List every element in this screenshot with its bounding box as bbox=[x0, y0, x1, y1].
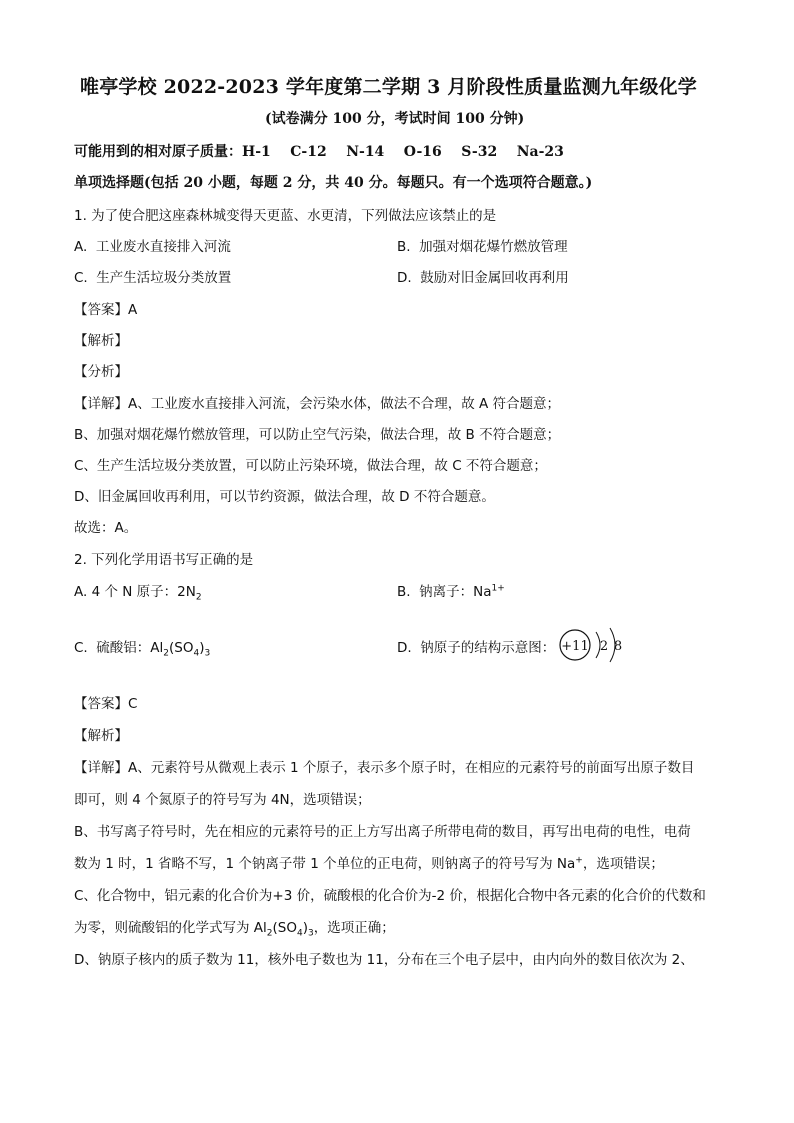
q2-detail-d1: D、钠原子核内的质子数为 11，核外电子数也为 11，分布在三个电子层中，由内向外的数目依次为 2、 bbox=[74, 952, 694, 968]
q2-detail-c2: 为零，则硫酸铝的化学式写为 $Al_2(SO_4)_3$，选项正确； bbox=[74, 920, 395, 939]
exam-title: 唯亭学校 2022-2023 学年度第二学期 3 月阶段性质量监测九年级化学 bbox=[80, 76, 697, 98]
q1-choose: 故选：A。 bbox=[74, 520, 138, 536]
q2-analysis-label: 【解析】 bbox=[74, 728, 128, 744]
section-heading: 单项选择题(包括 20 小题，每题 2 分，共 40 分。每题只。有一个选项符合题意。) bbox=[74, 175, 593, 191]
q1-fenxi-label: 【分析】 bbox=[74, 364, 128, 380]
q1-option-b: B. 加强对烟花爆竹燃放管理 bbox=[397, 239, 568, 255]
q2-detail-a2: 即可，则 4 个氮原子的符号写为 4N，选项错误； bbox=[74, 792, 371, 808]
q1-detail-d: D、旧金属回收再利用，可以节约资源，做法合理，故 D 不符合题意。 bbox=[74, 489, 495, 505]
q1-answer: 【答案】A bbox=[74, 302, 138, 318]
sodium-atom-diagram bbox=[558, 626, 638, 666]
q2-detail-b1: B、书写离子符号时，先在相应的元素符号的正上方写出离子所带电荷的数目，再写出电荷的电性，电荷 bbox=[74, 824, 691, 840]
q2-option-d: D. 钠原子的结构示意图： bbox=[397, 640, 556, 656]
shell-2-electrons: 8 bbox=[613, 639, 623, 654]
q2-detail-c1: C、化合物中，铝元素的化合价为+3 价，硫酸根的化合价为-2 价，根据化合物中各元素的化合价的代数和 bbox=[74, 888, 706, 904]
shell-1-electrons: 2 bbox=[599, 639, 609, 654]
q1-option-c: C. 生产生活垃圾分类放置 bbox=[74, 270, 232, 286]
q1-detail-a: 【详解】A、工业废水直接排入河流，会污染水体，做法不合理，故 A 符合题意； bbox=[74, 396, 561, 412]
q1-option-a: A. 工业废水直接排入河流 bbox=[74, 239, 231, 255]
q2-answer: 【答案】C bbox=[74, 696, 138, 712]
q1-stem: 1. 为了使合肥这座森林城变得天更蓝、水更清，下列做法应该禁止的是 bbox=[74, 208, 497, 224]
q2-detail-a1: 【详解】A、元素符号从微观上表示 1 个原子，表示多个原子时，在相应的元素符号的前面写出原子数目 bbox=[74, 760, 695, 776]
q1-analysis-label: 【解析】 bbox=[74, 333, 128, 349]
q1-detail-c: C、生产生活垃圾分类放置，可以防止污染环境，做法合理，故 C 不符合题意； bbox=[74, 458, 547, 474]
q2-option-a: A. 4 个 N 原子：$2N_2$ bbox=[74, 584, 202, 603]
q2-option-b: B. 钠离子：$Na^{1+}$ bbox=[397, 583, 505, 600]
q2-detail-b2: 数为 1 时，1 省略不写，1 个钠离子带 1 个单位的正电荷，则钠离子的符号写为 Na+，选项错误； bbox=[74, 855, 664, 872]
q2-stem: 2. 下列化学用语书写正确的是 bbox=[74, 552, 254, 568]
q1-detail-b: B、加强对烟花爆竹燃放管理，可以防止空气污染，做法合理，故 B 不符合题意； bbox=[74, 427, 561, 443]
nucleus-charge: +11 bbox=[561, 639, 589, 654]
exam-subtitle: (试卷满分 100 分，考试时间 100 分钟) bbox=[265, 111, 525, 127]
q1-option-d: D. 鼓励对旧金属回收再利用 bbox=[397, 270, 569, 286]
atomic-masses: 可能用到的相对原子质量：H-1 C-12 N-14 O-16 S-32 Na-23 bbox=[74, 144, 564, 160]
q2-option-c: C. 硫酸铝：$Al_2(SO_4)_3$ bbox=[74, 640, 211, 659]
